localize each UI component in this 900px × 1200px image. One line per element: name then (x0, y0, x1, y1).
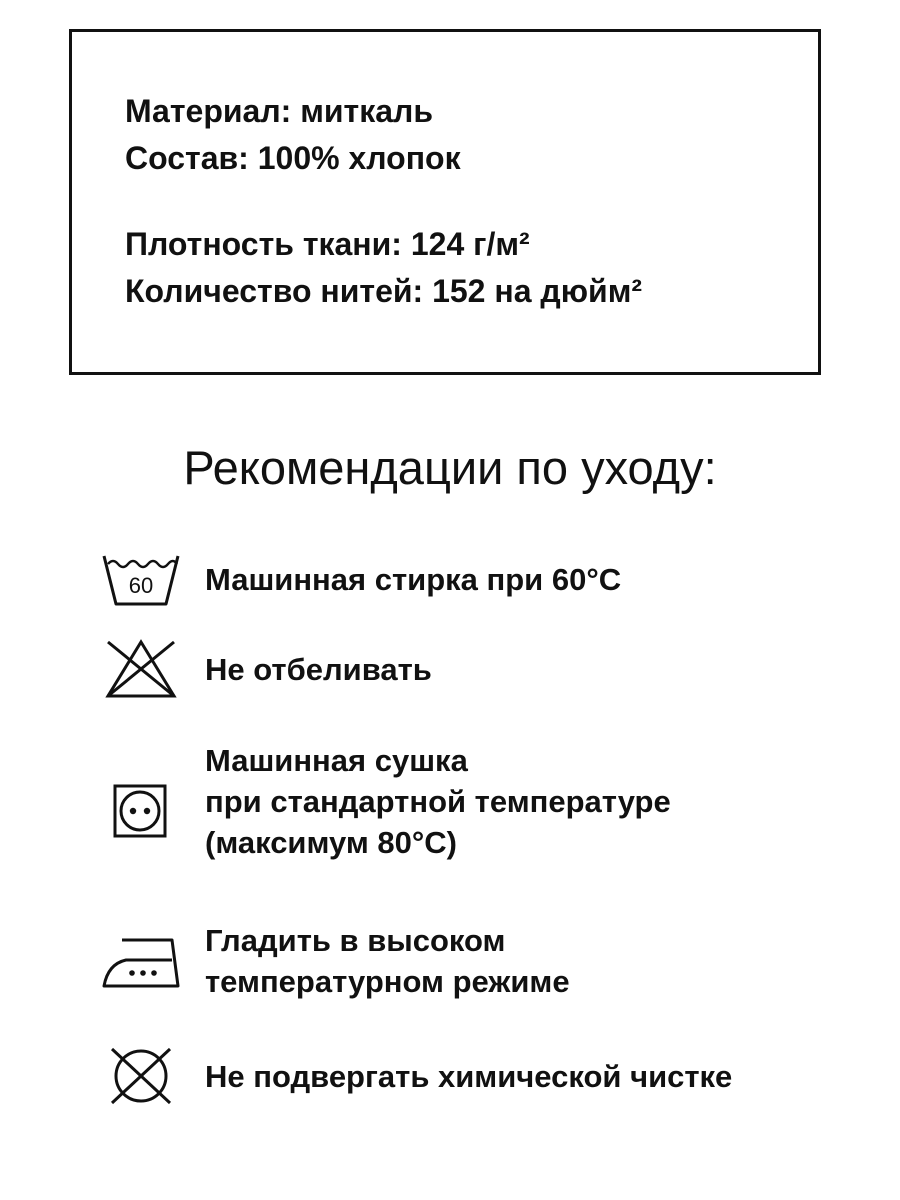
wash-temperature-label: 60 (128, 573, 154, 598)
wash-60-icon (98, 546, 184, 612)
care-item-line: (максимум 80°C) (205, 825, 457, 860)
care-title: Рекомендации по уходу: (183, 441, 717, 494)
care-item-line: Машинная стирка при 60°C (205, 562, 622, 597)
care-item-wash (205, 559, 621, 600)
iron-high-icon (98, 930, 184, 996)
tumble-dry-normal-icon (98, 777, 184, 843)
care-item-line: Гладить в высоком (205, 923, 506, 958)
density-text: Плотность ткани: 124 г/м² (125, 226, 530, 262)
care-item-line: при стандартной температуре (205, 784, 671, 819)
care-item-bleach (205, 649, 432, 690)
care-item-dry (205, 740, 671, 863)
thread-count-text: Количество нитей: 152 на дюйм² (125, 273, 643, 309)
no-dry-clean-icon (98, 1043, 184, 1109)
no-bleach-icon (98, 636, 184, 702)
composition-text: Состав: 100% хлопок (125, 140, 461, 176)
care-item-line: Не подвергать химической чистке (205, 1059, 733, 1094)
care-item-dry-clean (205, 1056, 732, 1097)
material-text: Материал: миткаль (125, 93, 434, 129)
care-item-line: температурном режиме (205, 964, 570, 999)
care-item-line: Машинная сушка (205, 743, 468, 778)
care-item-iron (205, 920, 570, 1002)
fabric-specs-box (69, 29, 821, 375)
care-item-line: Не отбеливать (205, 652, 432, 687)
